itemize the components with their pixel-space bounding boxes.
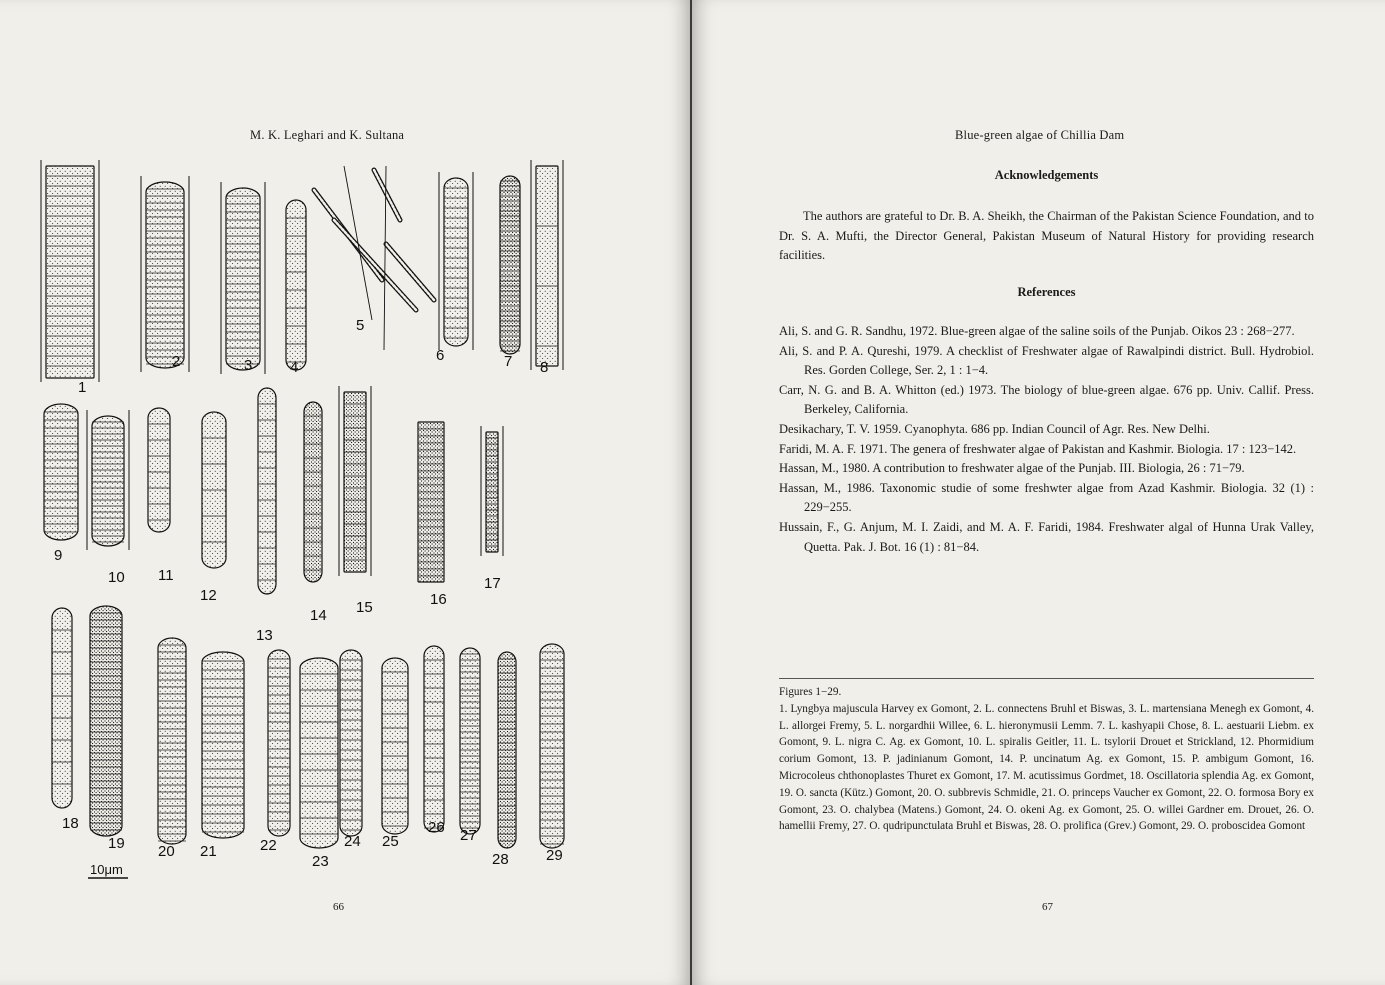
filament	[141, 176, 189, 372]
right-page	[692, 0, 1385, 985]
figure-plate-drawing	[34, 160, 594, 880]
filament	[87, 410, 129, 550]
figure-caption-entry: 4. L. allorgei Fremy,	[779, 702, 1314, 732]
filament	[531, 160, 563, 370]
right-page-number: 67	[1042, 901, 1053, 913]
figure-caption-entry: 11. L. tsylorii Drouet et Strickland,	[1073, 736, 1241, 749]
filament	[268, 650, 290, 836]
figure-number-label: 25	[382, 833, 399, 850]
left-running-head: M. K. Leghari and K. Sultana	[250, 128, 405, 142]
figure-caption-entry: 18. Oscillatoria splendia Ag. ex Gomont,	[1129, 769, 1314, 782]
figure-caption-body	[779, 703, 1314, 833]
filament	[300, 658, 338, 848]
filament	[202, 412, 226, 568]
filament	[258, 388, 276, 594]
figure-number-label: 8	[540, 359, 549, 376]
figure-number-label: 16	[430, 591, 447, 608]
figure-caption-entry: 12. Phormidium corium Gomont,	[779, 736, 1314, 766]
filament	[286, 200, 306, 370]
reference-entry: Desikachary, T. V. 1959. Cyanophyta. 686 pp. Indian Council of Agr. Res. New Delhi.	[779, 421, 1210, 436]
figure-number-label: 19	[108, 835, 125, 852]
filament	[148, 408, 170, 532]
figure-caption-entry: 1. Lyngbya majuscula Harvey ex Gomont,	[779, 702, 974, 715]
figure-number-label: 1	[78, 379, 87, 396]
filament	[158, 638, 186, 844]
figure-caption-entry: 5. L. norgardhii Willee,	[864, 719, 975, 732]
figure-caption-entry: 6. L. hieronymusii Lemm.	[974, 719, 1097, 732]
filament	[498, 652, 516, 848]
figure-caption-entry: 29. O. proboscidea Gomont	[1181, 820, 1306, 833]
figure-captions	[779, 678, 1314, 835]
figure-caption-entry: 3. L. martensiana Menegh ex Gomont,	[1128, 702, 1306, 715]
figure-number-label: 12	[200, 587, 217, 604]
filament	[424, 646, 444, 832]
left-page	[0, 0, 690, 985]
figure-number-label: 11	[158, 567, 174, 584]
filament	[44, 404, 78, 540]
figure-number-label: 21	[200, 843, 217, 860]
figure-number-label: 28	[492, 851, 509, 868]
figure-number-label: 23	[312, 853, 329, 870]
figure-number-label: 2	[172, 353, 181, 370]
figure-caption-entry: 13. P. jadinianum Gomont,	[862, 753, 1000, 766]
figure-caption-entry: 16. Microcoleus chthonoplastes Thuret ex Gomont,	[779, 753, 1314, 782]
filament	[481, 426, 503, 556]
figure-caption-entry: 15. P. ambigum Gomont,	[1171, 753, 1301, 766]
filament-branched	[314, 166, 434, 350]
references-list	[779, 322, 1314, 557]
figure-caption-title: Figures 1−29.	[779, 686, 842, 698]
reference-entry: Ali, S. and G. R. Sandhu, 1972. Blue-green algae of the saline soils of the Punjab. Oikos 23 : 268−277.	[779, 324, 1295, 338]
figure-number-label: 17	[484, 575, 501, 592]
scale-bar	[88, 862, 128, 878]
figure-caption-entry: 20. O. subbrevis Schmidle,	[917, 786, 1042, 799]
acknowledgements-heading: Acknowledgements	[994, 168, 1099, 182]
filament	[340, 650, 362, 836]
reference-entry: Hassan, M., 1986. Taxonomic studie of some freshwter algae from Azad Kashmir. Biologia. 32 (1) : 229−255.	[779, 480, 1314, 515]
figure-number-label: 4	[290, 359, 299, 376]
reference-entry: Hussain, F., G. Anjum, M. I. Zaidi, and M. A. F. Faridi, 1984. Freshwater algal of Hunna Urak Valley, Quetta. Pak. J. Bot. 16 (1) : 81−84.	[779, 519, 1314, 554]
filament	[304, 402, 322, 582]
filament	[439, 172, 473, 350]
figure-caption-entry: 21. O. princeps Vaucher ex Gomont,	[1041, 786, 1209, 799]
references-heading: References	[1017, 285, 1076, 299]
figure-caption-entry: 24. O. okeni Ag. ex Gomont,	[988, 803, 1126, 816]
reference-entry: Hassan, M., 1980. A contribution to freshwater algae of the Punjab. III. Biologia, 26 : 71−79.	[779, 461, 1245, 476]
figure-number-label: 26	[428, 819, 445, 836]
figure-caption-entry: 14. P. uncinatum Ag. ex Gomont,	[999, 753, 1172, 766]
filament-drawings	[41, 160, 564, 848]
figure-number-label: 18	[62, 815, 79, 832]
figure-number-label: 24	[344, 833, 361, 850]
figure-caption-entry: 9. L. nigra C. Ag. ex Gomont,	[822, 736, 968, 749]
figure-number-label: 10	[108, 569, 125, 586]
acknowledgements-text: The authors are grateful to Dr. B. A. Sheikh, the Chairman of the Pakistan Science Foundation, and to Dr. S. A. Mufti, the Director General, Pakistan Museum of Natural History for providing research facilities.	[779, 209, 1314, 263]
figure-caption-entry: 10. L. spiralis Geitler,	[967, 736, 1074, 749]
figure-number-label: 22	[260, 837, 277, 854]
figure-number-label: 7	[504, 353, 513, 370]
figure-caption-entry: 17. M. acutissimus Gordmet,	[996, 769, 1130, 782]
figure-plate	[34, 160, 594, 880]
figure-number-label: 29	[546, 847, 563, 864]
left-page-number: 66	[333, 901, 344, 913]
figure-caption-entry: 22. O. formosa Bory ex Gomont,	[779, 786, 1314, 816]
figure-caption-entry: 7. L. kashyapii Chose,	[1096, 719, 1202, 732]
figure-number-label: 6	[436, 347, 445, 364]
filament	[382, 658, 408, 834]
filament	[41, 160, 99, 382]
reference-entry: Carr, N. G. and B. A. Whitton (ed.) 1973. The biology of blue-green algae. 676 pp. Univ. Callif. Press. Berkeley, California.	[779, 382, 1314, 417]
reference-entry: Ali, S. and P. A. Qureshi, 1979. A checklist of Freshwater algae of Rawalpindi district. Bull. Hydrobiol. Res. Gorden College, Ser. 2, 1 : 1−4.	[779, 343, 1314, 378]
figure-caption-entry: 8. L. aestuarii Liebm. ex Gomont,	[779, 719, 1314, 749]
figure-caption-entry: 25. O. willei Gardner em. Drouet,	[1125, 803, 1286, 816]
filament	[540, 644, 564, 848]
filament	[52, 608, 72, 808]
figure-number-label: 3	[244, 357, 253, 374]
figure-number-label: 20	[158, 843, 175, 860]
right-running-head: Blue-green algae of Chillia Dam	[955, 128, 1125, 142]
reference-entry: Faridi, M. A. F. 1971. The genera of freshwater algae of Pakistan and Kashmir. Biologia. 17 : 123−142.	[779, 441, 1297, 456]
figure-caption-entry: 2. L. connectens Bruhl et Biswas,	[973, 702, 1129, 715]
figure-number-label: 27	[460, 827, 477, 844]
filament	[460, 648, 480, 834]
filament	[202, 652, 244, 838]
figure-caption-entry: 27. O. qudripunctulata Bruhl et Biswas,	[852, 820, 1034, 833]
filament	[339, 386, 371, 576]
filament	[418, 422, 444, 582]
filament	[90, 606, 122, 836]
figure-number-label: 13	[256, 627, 273, 644]
figure-number-label: 5	[356, 317, 365, 334]
filament	[500, 176, 520, 354]
figure-caption-entry: 23. O. chalybea (Matens.) Gomont,	[822, 803, 988, 816]
figure-number-label: 14	[310, 607, 327, 624]
figure-caption-entry: 26. O. hamellii Fremy,	[779, 803, 1314, 833]
scale-bar-label: 10μm	[90, 862, 123, 877]
figure-caption-entry: 19. O. sancta (Kütz.) Gomont,	[779, 786, 918, 799]
figure-caption-entry: 28. O. prolifica (Grev.) Gomont,	[1033, 820, 1182, 833]
figure-number-label: 9	[54, 547, 63, 564]
filament	[221, 182, 265, 374]
figure-number-label: 15	[356, 599, 373, 616]
